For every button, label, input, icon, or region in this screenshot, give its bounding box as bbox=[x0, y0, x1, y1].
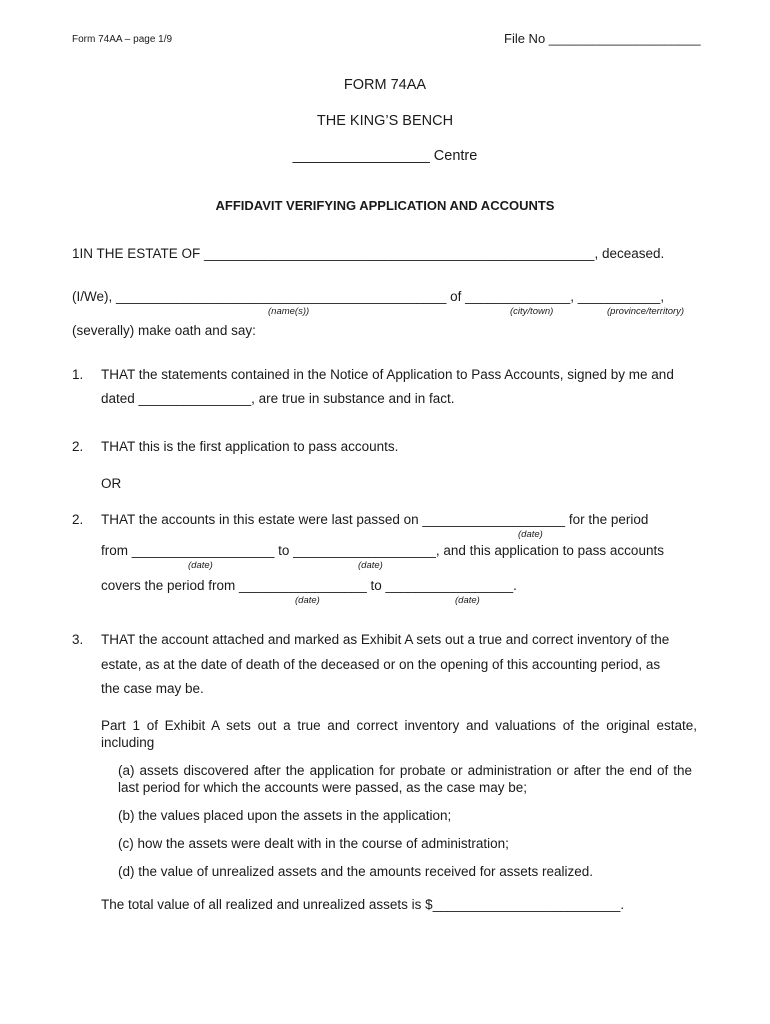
deponent-line: (I/We), ____________________________________________ of ______________, ___________, bbox=[72, 289, 665, 304]
form-title: FORM 74AA bbox=[343, 77, 427, 93]
caption-names: (name(s)) bbox=[268, 306, 310, 317]
para2a-number: 2. bbox=[72, 439, 84, 454]
para2b-line3: covers the period from _________________ to _________________. bbox=[101, 578, 517, 593]
page-label: Form 74AA – page 1/9 bbox=[72, 34, 173, 45]
caption-date: (date) bbox=[358, 560, 383, 571]
list-item: (d) the value of unrealized assets and the amounts received for assets realized. bbox=[118, 864, 594, 879]
affidavit-heading: AFFIDAVIT VERIFYING APPLICATION AND ACCOUNTS bbox=[215, 198, 555, 213]
list-item: (b) the values placed upon the assets in the application; bbox=[118, 808, 452, 823]
para2b-line1: THAT the accounts in this estate were last passed on ___________________ for the period bbox=[101, 512, 649, 527]
file-number-field: File No _____________________ bbox=[504, 31, 701, 46]
total-value-line: The total value of all realized and unrealized assets is $_________________________. bbox=[101, 897, 625, 912]
caption-date: (date) bbox=[518, 529, 543, 540]
part1-text: Part 1 of Exhibit A sets out a true and correct inventory and valuations of the original estate, including bbox=[101, 718, 697, 750]
para3-line3: the case may be. bbox=[101, 681, 204, 696]
para3-line2: estate, as at the date of death of the deceased or on the opening of this accounting period, as bbox=[101, 657, 661, 672]
caption-date: (date) bbox=[455, 595, 480, 606]
list-item: (c) how the assets were dealt with in the course of administration; bbox=[118, 836, 509, 851]
para2a-text: THAT this is the first application to pass accounts. bbox=[101, 439, 399, 454]
para1-number: 1. bbox=[72, 367, 84, 382]
para3-line1: THAT the account attached and marked as Exhibit A sets out a true and correct inventory of the bbox=[101, 632, 670, 647]
caption-date: (date) bbox=[188, 560, 213, 571]
caption-date: (date) bbox=[295, 595, 320, 606]
caption-city: (city/town) bbox=[510, 306, 554, 317]
caption-province: (province/territory) bbox=[607, 306, 685, 317]
para2b-number: 2. bbox=[72, 512, 84, 527]
or-label: OR bbox=[101, 476, 122, 491]
list-item: (a) assets discovered after the application for probate or administration or after the end of the last period for which the accounts were passed, as the case may be; bbox=[118, 763, 692, 795]
estate-line: 1IN THE ESTATE OF ____________________________________________________, deceased. bbox=[72, 246, 665, 261]
oath-line: (severally) make oath and say: bbox=[72, 323, 256, 338]
court-name: THE KING’S BENCH bbox=[316, 113, 454, 129]
para1-line2: dated _______________, are true in substance and in fact. bbox=[101, 391, 455, 406]
centre-field: _________________ Centre bbox=[292, 148, 478, 164]
para3-number: 3. bbox=[72, 632, 84, 647]
para1-line1: THAT the statements contained in the Notice of Application to Pass Accounts, signed by me and bbox=[101, 367, 674, 382]
para2b-line2: from ___________________ to ___________________, and this application to pass accounts bbox=[101, 543, 664, 558]
